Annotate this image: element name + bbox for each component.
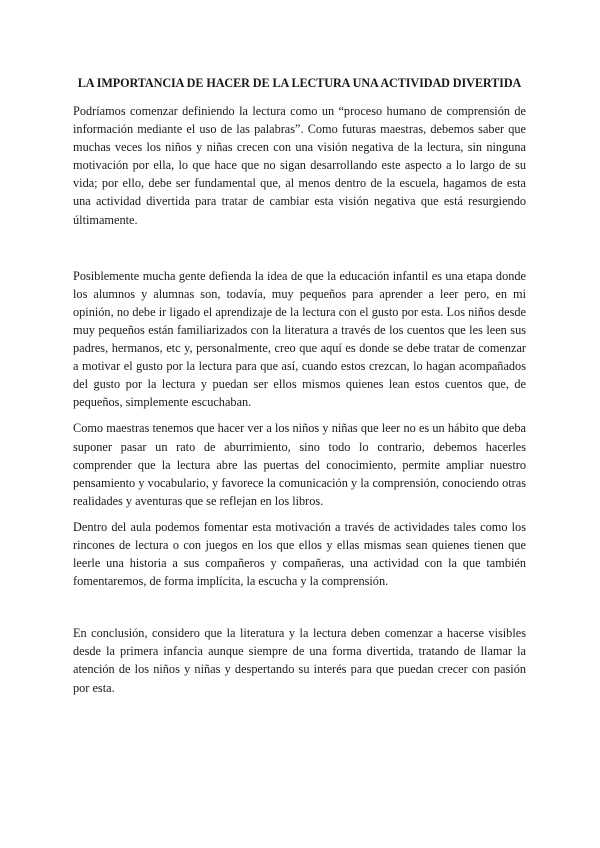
paragraph-early-childhood: Posiblemente mucha gente defienda la idea de que la educación infantil es una etapa donde los alumnos y alumnas son, todavía, muy pequeños para aprender a leer pero, en mi opinión, no debe ir ligado el aprendizaje de la lectura con el gusto por esta. Los niños desde muy pequeños están familiarizados con la literatura a través de los cuentos que les leen sus padres, hermanos, etc y, personalmente, creo que aquí es donde se debe tratar de comenzar a motivar el gusto por la lectura para que así, cuando estos crezcan, lo hagan acompañados del gusto por la lectura y puedan ser ellos mismos quienes lean estos cuentos que, de pequeños, simplemente escuchaban. <box>73 268 526 410</box>
paragraph-definition: Podríamos comenzar definiendo la lectura como un “proceso humano de comprensión de información mediante el uso de las palabras”. Como futuras maestras, debemos saber que muchas veces los niños y niñas crecen con una visión negativa de la lectura, sin ninguna motivación por ella, lo que hace que no sigan desarrollando este aspecto a lo largo de su vida; por ello, debe ser fundamental que, al menos dentro de la escuela, hagamos de esta una actividad divertida para tratar de cambiar esta visión negativa que está resurgiendo últimamente. <box>73 104 526 227</box>
paragraph-classroom-activities: Dentro del aula podemos fomentar esta motivación a través de actividades tales como los rincones de lectura o con juegos en los que ellos y ellas mismas sean quienes tienen que leerle una historia a sus compañeros y compañeras, una actividad con la que también fomentaremos, de forma implícita, la escucha y la comprensión. <box>73 519 526 589</box>
paragraph-teachers-role: Como maestras tenemos que hacer ver a los niños y niñas que leer no es un hábito que deba suponer pasar un rato de aburrimiento, sino todo lo contrario, debemos hacerles comprender que la lectura abre las puertas del conocimiento, permite ampliar nuestro pensamiento y vocabulario, y favorece la comunicación y la comprensión, conociendo otras realidades y aventuras que se reflejan en los libros. <box>73 421 526 508</box>
paragraph-conclusion: En conclusión, considero que la literatura y la lectura deben comenzar a hacerse visibles desde la primera infancia aunque siempre de una forma divertida, tratando de llamar la atención de los niños y niñas y despertando su interés para que puedan crecer con pasión por esta. <box>73 626 526 695</box>
document-title: LA IMPORTANCIA DE HACER DE LA LECTURA UNA ACTIVIDAD DIVERTIDA <box>77 76 522 90</box>
document-page <box>73 75 526 697</box>
